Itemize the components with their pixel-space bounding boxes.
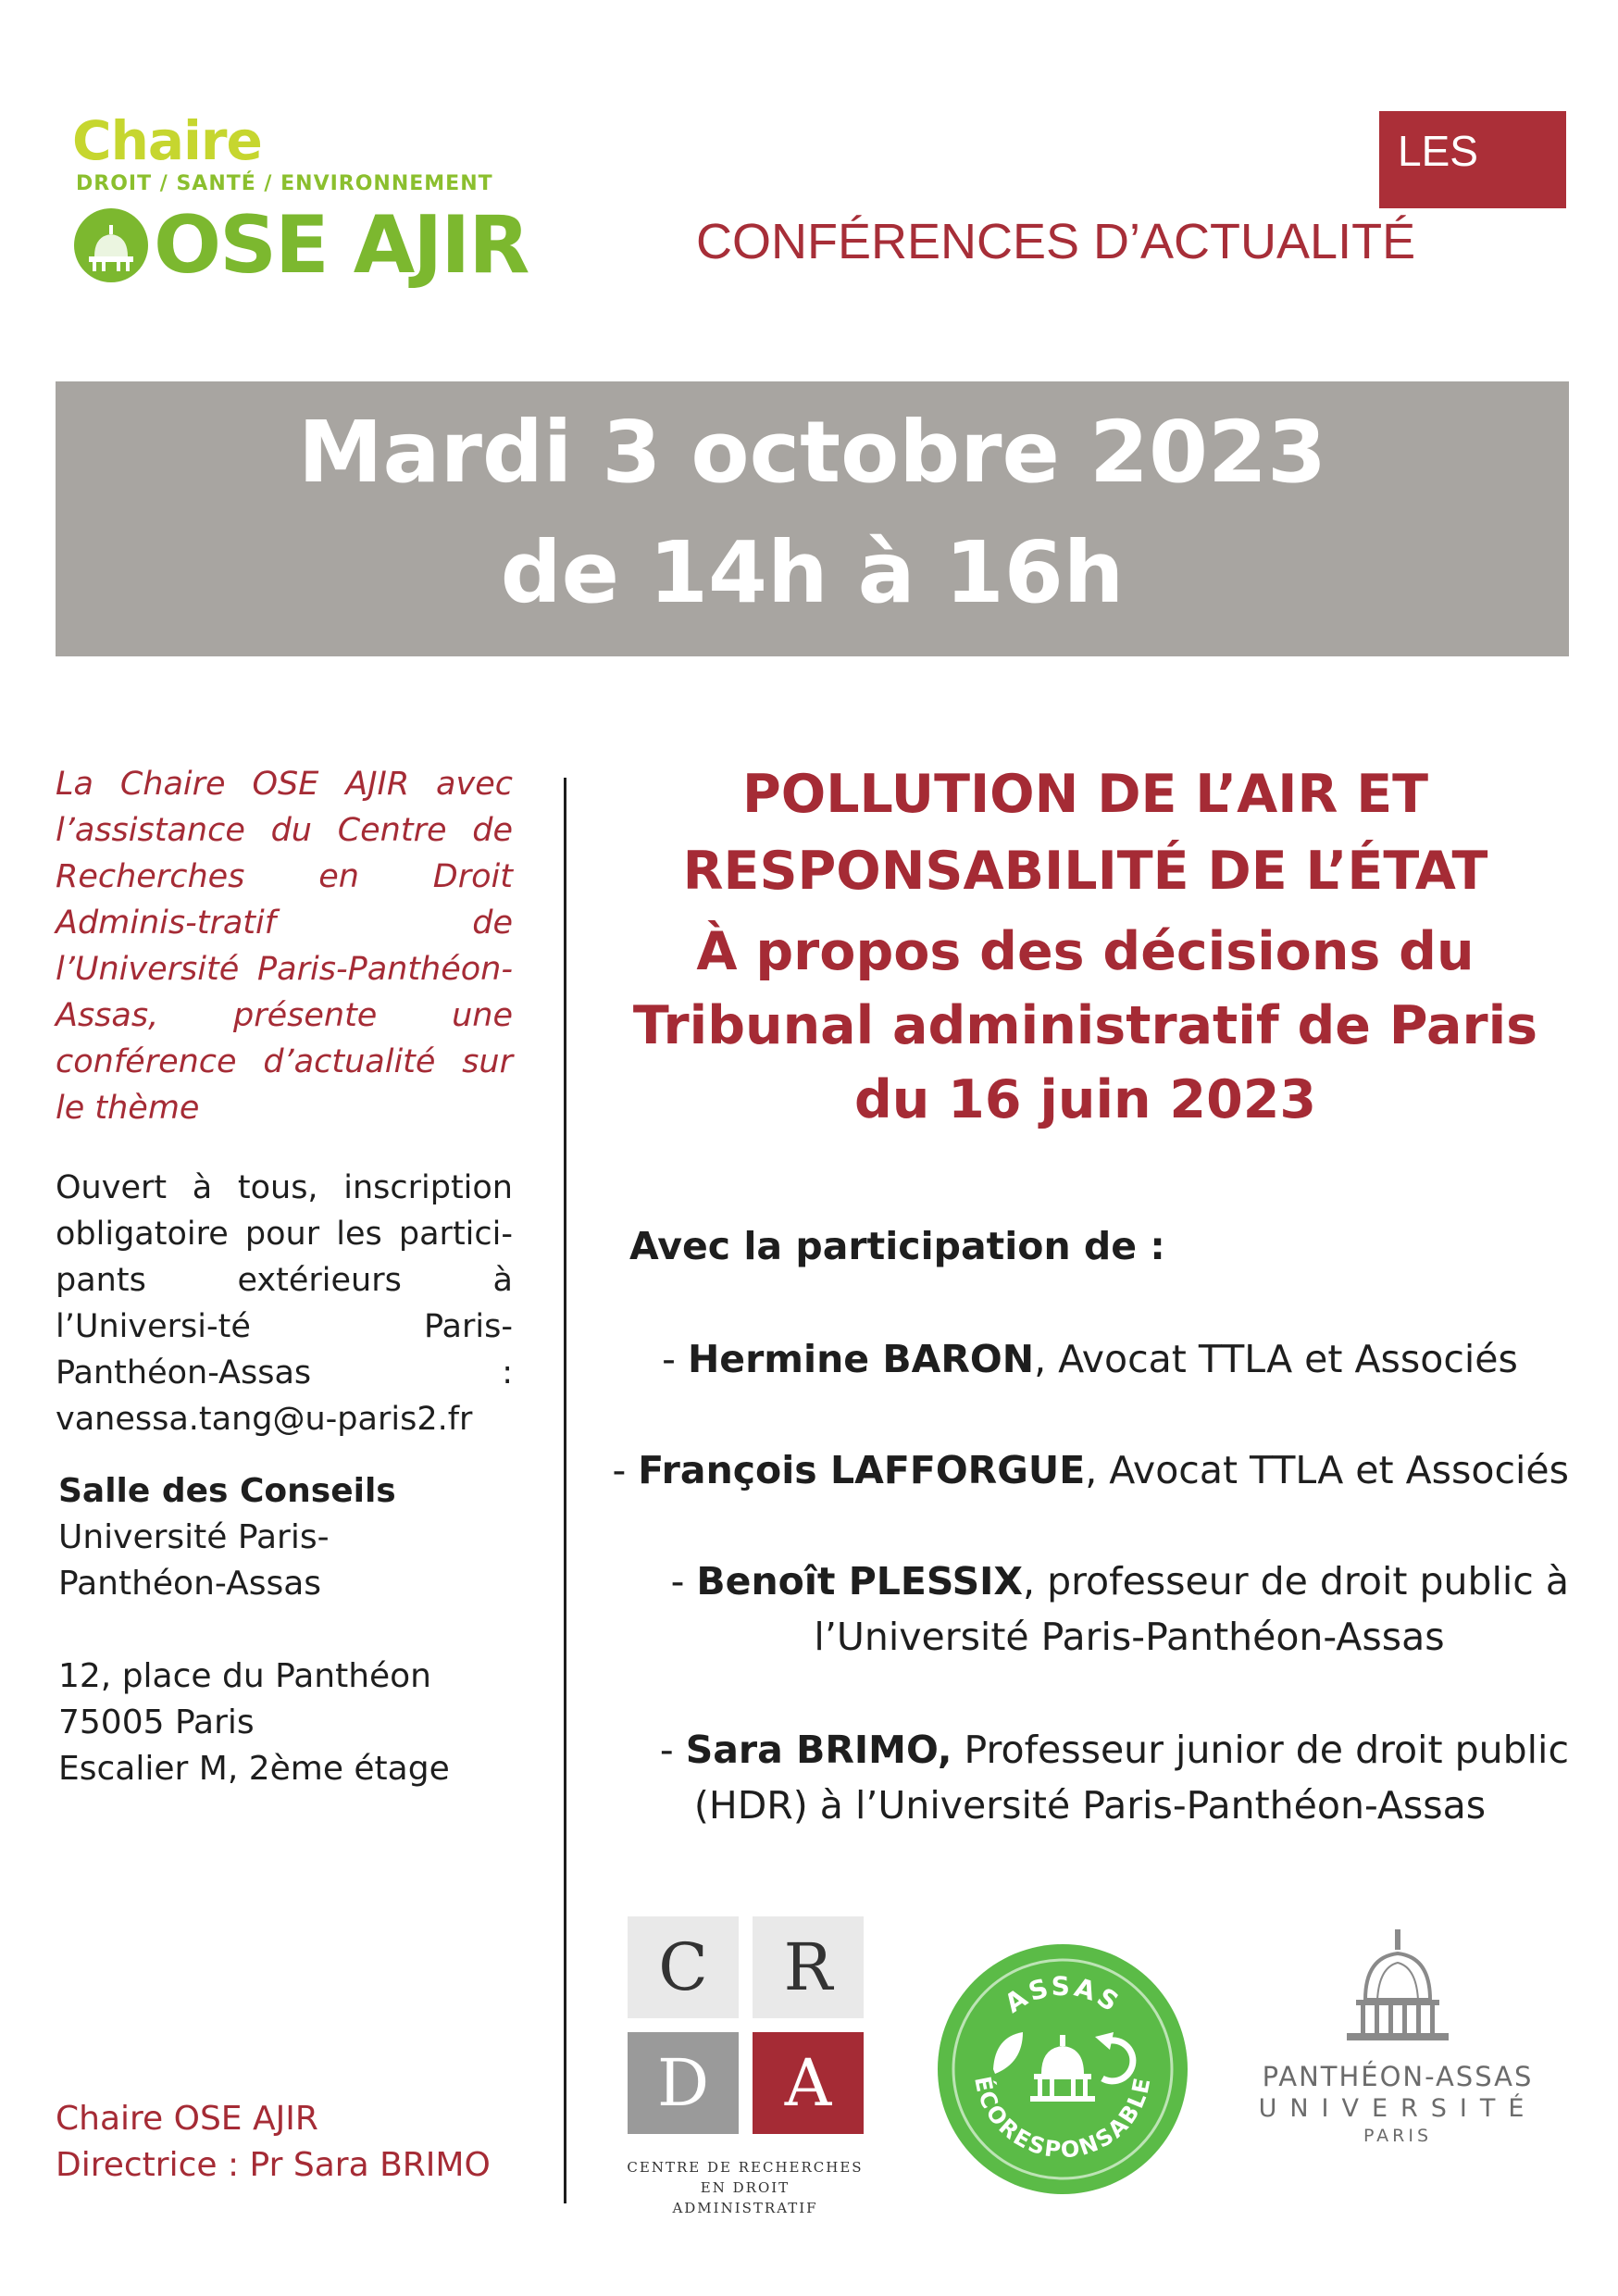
conference-title: RESPONSABILITÉ DE L’ÉTAT [682, 841, 1488, 902]
pantheon-building-icon [1030, 2035, 1095, 2102]
crda-caption-line: EN DROIT ADMINISTRATIF [672, 2179, 818, 2216]
crda-caption [625, 2157, 865, 2218]
venue-line: Université Paris- [58, 1518, 330, 1556]
speaker-prefix: - [612, 1448, 639, 1492]
assas-bottom-text: ÉCORESPONSABLE [969, 2074, 1156, 2164]
recycle-icon [1095, 2032, 1133, 2081]
ose-ajir-logo [74, 199, 529, 292]
pantheon-dome-icon [74, 208, 148, 282]
speaker-role-line2: (HDR) à l’Université Paris-Panthéon-Assas [693, 1783, 1487, 1828]
speaker-name: François LAFFORGUE [638, 1448, 1086, 1492]
speaker-name: Benoît PLESSIX [696, 1559, 1024, 1603]
crda-letter: C [628, 1916, 739, 2018]
svg-text:ASSAS [999, 1971, 1126, 2019]
logo-main-text: OSE AJIR [154, 199, 529, 292]
crda-letter: R [753, 1916, 864, 2018]
leaf-icon [993, 2032, 1023, 2074]
crda-caption-line: CENTRE DE RECHERCHES [627, 2159, 864, 2176]
speaker-prefix: - [662, 1337, 688, 1381]
speaker-role: , Avocat TTLA et Associés [1085, 1448, 1569, 1492]
speaker-item [611, 1722, 1569, 1778]
crda-letter: D [628, 2032, 739, 2134]
speaker-role: Professeur junior de droit public [952, 1728, 1569, 1772]
speaker-item [611, 1331, 1569, 1387]
les-label: LES [1398, 127, 1478, 175]
pantheon-assas-city: PARIS [1363, 2126, 1433, 2146]
speaker-name: Hermine BARON [687, 1337, 1035, 1381]
conferences-title: CONFÉRENCES D’ACTUALITÉ [696, 214, 1416, 269]
speaker-role: , Avocat TTLA et Associés [1034, 1337, 1518, 1381]
address-line: Escalier M, 2ème étage [58, 1750, 450, 1788]
intro-text: La Chaire OSE AJIR avec l’assistance du Centre de Recherches en Droit Adminis-tratif de l’Université Paris-Panthéon-Assas, présente une conférence d’actualité sur le thème [56, 766, 513, 1127]
pantheon-assas-dome-icon [1333, 1926, 1462, 2055]
conference-subtitle: À propos des décisions du [696, 921, 1475, 982]
footer-chaire: Chaire OSE AJIR [56, 2100, 318, 2138]
speaker-prefix: - [670, 1559, 697, 1603]
speaker-name: Sara BRIMO, [685, 1728, 952, 1772]
time-line: de 14h à 16h [500, 523, 1125, 622]
logo-chaire-text: Chaire [72, 109, 262, 172]
speaker-item [611, 1442, 1569, 1498]
assas-ecoresponsable-logo [938, 1944, 1188, 2194]
speaker-role: , professeur de droit public à [1023, 1559, 1569, 1603]
speaker-role-line2: l’Université Paris-Panthéon-Assas [814, 1615, 1445, 1659]
participation-label: Avec la participation de : [629, 1224, 1165, 1268]
conference-subtitle: du 16 juin 2023 [853, 1069, 1317, 1130]
crda-logo [628, 1916, 864, 2148]
address-line: 75005 Paris [58, 1703, 255, 1741]
conference-subtitle: Tribunal administratif de Paris [632, 995, 1538, 1056]
footer-director: Directrice : Pr Sara BRIMO [56, 2146, 491, 2184]
speaker-item [611, 1554, 1569, 1609]
logo-subtitle: DROIT / SANTÉ / ENVIRONNEMENT [76, 172, 493, 195]
assas-top-text: ASSAS [999, 1970, 1126, 2019]
venue-title: Salle des Conseils [58, 1472, 396, 1510]
speaker-prefix: - [659, 1728, 686, 1772]
registration-text: Ouvert à tous, inscription obligatoire pour les partici-pants extérieurs à l’Universi-té Paris-Panthéon-Assas : vanessa.tang@u-paris2.fr [56, 1169, 513, 1438]
column-divider [564, 778, 566, 2203]
pantheon-assas-universite: UNIVERSITÉ [1258, 2094, 1537, 2123]
address-line: 12, place du Panthéon [58, 1657, 431, 1695]
conference-title: POLLUTION DE L’AIR ET [741, 764, 1429, 825]
svg-text:ÉCORESPONSABLE [969, 2074, 1156, 2163]
venue-line: Panthéon-Assas [58, 1565, 322, 1603]
date-line: Mardi 3 octobre 2023 [297, 403, 1327, 502]
pantheon-assas-name: PANTHÉON-ASSAS [1262, 2061, 1534, 2092]
crda-letter: A [753, 2032, 864, 2134]
